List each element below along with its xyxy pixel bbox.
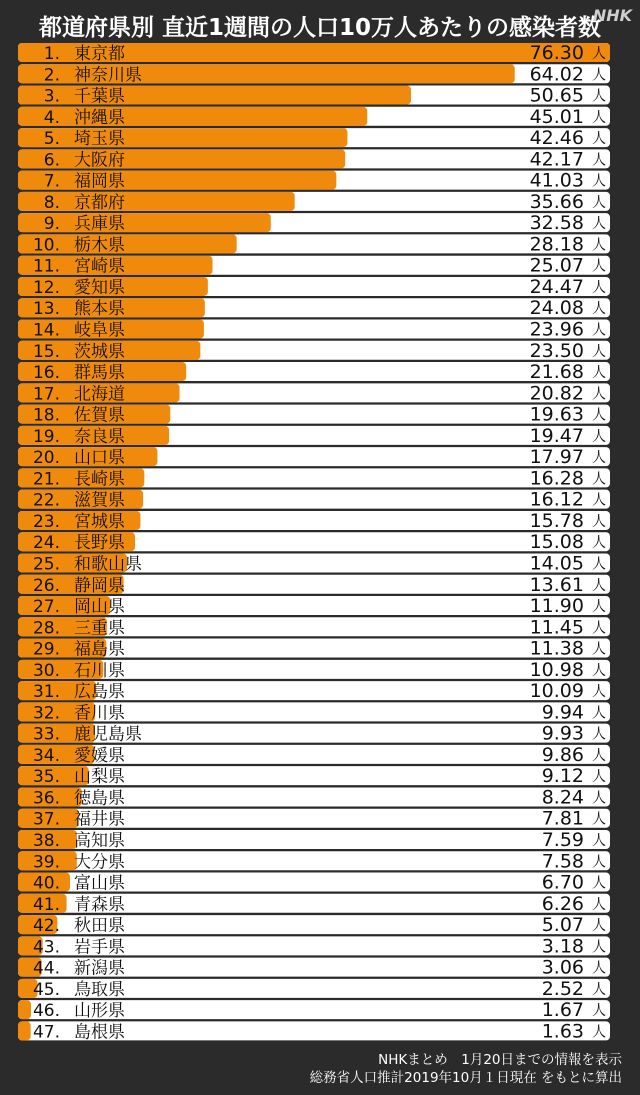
unit-label: 人 (592, 790, 606, 807)
chart-row (18, 723, 610, 745)
chart-row (18, 191, 610, 213)
value-label: 3.06 (541, 956, 584, 979)
unit-label: 人 (592, 769, 606, 786)
rank-label: 35. (32, 767, 60, 788)
rank-label: 37. (32, 809, 60, 830)
prefecture-label: 富山県 (74, 873, 125, 894)
prefecture-label: 埼玉県 (74, 129, 125, 150)
prefecture-label: 岡山県 (74, 597, 125, 618)
unit-label: 人 (592, 216, 606, 233)
unit-label: 人 (592, 684, 606, 701)
value-label: 1.67 (541, 999, 584, 1022)
rank-label: 3. (43, 86, 60, 107)
unit-label: 人 (592, 726, 606, 743)
value-label: 11.38 (529, 637, 584, 660)
value-label: 3.18 (541, 935, 584, 958)
unit-label: 人 (592, 194, 606, 211)
chart-row (18, 297, 610, 319)
chart-row (18, 382, 610, 404)
rank-label: 31. (32, 682, 60, 703)
value-label: 16.28 (529, 467, 584, 490)
unit-label: 人 (592, 620, 606, 637)
unit-label: 人 (592, 471, 606, 488)
prefecture-label: 福岡県 (74, 171, 125, 192)
data-bar (18, 1000, 31, 1019)
rank-label: 5. (43, 129, 60, 150)
value-label: 6.70 (541, 871, 584, 894)
rank-label: 44. (32, 958, 60, 979)
value-label: 10.98 (529, 658, 584, 681)
prefecture-label: 徳島県 (74, 788, 125, 809)
unit-label: 人 (592, 407, 606, 424)
prefecture-label: 石川県 (74, 660, 125, 681)
prefecture-label: 山口県 (74, 448, 125, 469)
chart-row (18, 212, 610, 234)
chart-row (18, 786, 610, 808)
value-label: 17.97 (529, 446, 584, 469)
rank-label: 4. (43, 107, 60, 128)
chart-row (18, 701, 610, 723)
value-label: 11.90 (529, 595, 584, 618)
nhk-logo: NHK (592, 6, 632, 25)
data-bar (18, 171, 336, 190)
chart-row (18, 127, 610, 149)
unit-label: 人 (592, 279, 606, 296)
chart-row (18, 574, 610, 596)
prefecture-label: 滋賀県 (74, 490, 125, 511)
rank-label: 43. (32, 937, 60, 958)
prefecture-label: 熊本県 (74, 299, 125, 320)
value-label: 11.45 (529, 616, 584, 639)
value-label: 24.08 (529, 297, 584, 320)
prefecture-label: 静岡県 (74, 575, 125, 596)
rank-label: 46. (32, 1001, 60, 1022)
rank-label: 36. (32, 788, 60, 809)
value-label: 28.18 (529, 233, 584, 256)
prefecture-label: 兵庫県 (74, 214, 125, 235)
chart-row (18, 42, 610, 64)
value-label: 1.63 (541, 1020, 584, 1043)
chart-row (18, 233, 610, 255)
chart-row (18, 255, 610, 277)
chart-row (18, 999, 610, 1021)
value-label: 7.59 (541, 828, 584, 851)
unit-label: 人 (592, 46, 606, 62)
prefecture-label: 佐賀県 (74, 405, 125, 426)
value-label: 16.12 (529, 488, 584, 511)
unit-label: 人 (592, 896, 606, 913)
value-label: 15.78 (529, 509, 584, 532)
unit-label: 人 (592, 152, 606, 169)
value-label: 7.58 (541, 850, 584, 873)
prefecture-label: 鹿児島県 (74, 724, 142, 745)
rank-label: 17. (32, 384, 60, 405)
unit-label: 人 (592, 88, 606, 105)
unit-label: 人 (592, 556, 606, 573)
unit-label: 人 (592, 875, 606, 892)
rank-label: 11. (32, 256, 60, 277)
rank-label: 7. (43, 171, 60, 192)
prefecture-label: 宮崎県 (74, 256, 125, 277)
unit-label: 人 (592, 705, 606, 722)
value-label: 41.03 (529, 169, 584, 192)
unit-label: 人 (592, 599, 606, 616)
rank-label: 12. (32, 277, 60, 298)
rank-label: 29. (32, 639, 60, 660)
chart-row (18, 319, 610, 341)
unit-label: 人 (592, 747, 606, 764)
value-label: 35.66 (529, 190, 584, 213)
value-label: 13.61 (529, 573, 584, 596)
rank-label: 24. (32, 533, 60, 554)
prefecture-label: 和歌山県 (74, 554, 142, 575)
chart-row (18, 85, 610, 107)
value-label: 50.65 (529, 84, 584, 107)
prefecture-label: 千葉県 (74, 86, 125, 107)
chart-row (18, 893, 610, 915)
unit-label: 人 (592, 386, 606, 403)
data-bar (18, 107, 367, 126)
value-label: 76.30 (529, 42, 584, 64)
unit-label: 人 (592, 428, 606, 445)
rank-label: 19. (32, 426, 60, 447)
value-label: 9.93 (541, 722, 584, 745)
chart-row (18, 957, 610, 979)
prefecture-label: 東京都 (74, 44, 125, 64)
rank-label: 42. (32, 916, 60, 937)
value-label: 64.02 (529, 63, 584, 86)
prefecture-label: 京都府 (74, 192, 125, 213)
chart-row (18, 808, 610, 830)
chart-row (18, 914, 610, 936)
unit-label: 人 (592, 535, 606, 552)
unit-label: 人 (592, 981, 606, 998)
rank-label: 23. (32, 511, 60, 532)
chart-title: 都道府県別 直近1週間の人口10万人あたりの感染者数 (38, 15, 602, 41)
unit-label: 人 (592, 811, 606, 828)
rank-label: 25. (32, 554, 60, 575)
prefecture-label: 栃木県 (74, 235, 125, 256)
chart-row (18, 978, 610, 1000)
value-label: 45.01 (529, 105, 584, 128)
chart-row (18, 850, 610, 872)
value-label: 42.46 (529, 127, 584, 150)
chart-row (18, 404, 610, 426)
value-label: 42.17 (529, 148, 584, 171)
value-label: 15.08 (529, 531, 584, 554)
prefecture-label: 茨城県 (74, 341, 125, 362)
chart-row (18, 595, 610, 617)
rank-label: 33. (32, 724, 60, 745)
unit-label: 人 (592, 513, 606, 530)
rank-label: 45. (32, 979, 60, 1000)
value-label: 9.12 (541, 765, 584, 788)
value-label: 9.86 (541, 743, 584, 766)
prefecture-label: 愛知県 (74, 277, 125, 298)
prefecture-label: 三重県 (74, 618, 125, 639)
prefecture-label: 群馬県 (74, 363, 125, 384)
footer-calculation-note: 総務省人口推計2019年10月１日現在 をもとに算出 (309, 1070, 622, 1086)
unit-label: 人 (592, 109, 606, 126)
chart-row (18, 148, 610, 170)
prefecture-label: 大分県 (74, 852, 125, 873)
data-bar (18, 149, 345, 171)
unit-label: 人 (592, 237, 606, 254)
prefecture-label: 広島県 (74, 682, 125, 703)
unit-label: 人 (592, 343, 606, 360)
chart-row (18, 425, 610, 447)
rank-label: 9. (43, 214, 60, 235)
rank-label: 20. (32, 448, 60, 469)
unit-label: 人 (592, 131, 606, 148)
rank-label: 39. (32, 852, 60, 873)
unit-label: 人 (592, 301, 606, 318)
rank-label: 28. (32, 618, 60, 639)
prefecture-label: 長崎県 (74, 469, 125, 490)
chart-row (18, 935, 610, 957)
prefecture-label: 新潟県 (74, 958, 125, 979)
value-label: 5.07 (541, 914, 584, 937)
chart-row (18, 340, 610, 362)
unit-label: 人 (592, 662, 606, 679)
chart-row (18, 659, 610, 681)
value-label: 23.50 (529, 339, 584, 362)
prefecture-label: 高知県 (74, 830, 125, 851)
chart-row (18, 872, 610, 894)
unit-label: 人 (592, 67, 606, 84)
prefecture-label: 山形県 (74, 1001, 125, 1022)
prefecture-label: 奈良県 (74, 426, 125, 447)
prefecture-label: 宮城県 (74, 511, 125, 532)
chart-row (18, 680, 610, 702)
rank-label: 27. (32, 597, 60, 618)
value-label: 32.58 (529, 212, 584, 235)
value-label: 24.47 (529, 275, 584, 298)
chart-row (18, 63, 610, 85)
chart-row (18, 531, 610, 553)
rank-label: 6. (43, 150, 60, 171)
value-label: 21.68 (529, 361, 584, 384)
rank-label: 21. (32, 469, 60, 490)
rank-label: 16. (32, 363, 60, 384)
rank-label: 47. (32, 1022, 60, 1043)
rank-label: 1. (43, 44, 60, 64)
chart-row (18, 106, 610, 128)
chart-row (18, 489, 610, 511)
prefecture-label: 愛媛県 (74, 745, 125, 766)
chart-row (18, 829, 610, 851)
unit-label: 人 (592, 322, 606, 339)
chart-row (18, 552, 610, 574)
footer-source-note: NHKまとめ 1月20日までの情報を表示 (378, 1052, 622, 1068)
prefecture-label: 岐阜県 (74, 320, 125, 341)
chart-row (18, 510, 610, 532)
prefecture-label: 神奈川県 (74, 65, 142, 86)
prefecture-label: 岩手県 (74, 937, 125, 958)
unit-label: 人 (592, 450, 606, 467)
value-label: 6.26 (541, 892, 584, 915)
prefecture-label: 秋田県 (74, 916, 125, 937)
prefecture-label: 長野県 (74, 533, 125, 554)
rank-label: 14. (32, 320, 60, 341)
chart-row (18, 361, 610, 383)
value-label: 19.63 (529, 403, 584, 426)
rank-label: 38. (32, 830, 60, 851)
unit-label: 人 (592, 832, 606, 849)
value-label: 8.24 (541, 786, 584, 809)
value-label: 10.09 (529, 680, 584, 703)
rank-label: 30. (32, 660, 60, 681)
chart-row (18, 467, 610, 489)
rank-label: 22. (32, 490, 60, 511)
value-label: 14.05 (529, 552, 584, 575)
chart-row (18, 446, 610, 468)
value-label: 2.52 (541, 977, 584, 1000)
unit-label: 人 (592, 960, 606, 977)
rank-label: 13. (32, 299, 60, 320)
unit-label: 人 (592, 641, 606, 658)
rank-label: 10. (32, 235, 60, 256)
chart-row (18, 744, 610, 766)
chart-row (18, 638, 610, 660)
chart-row (18, 170, 610, 192)
unit-label: 人 (592, 173, 606, 190)
value-label: 20.82 (529, 382, 584, 405)
chart-row (18, 616, 610, 638)
prefecture-label: 大阪府 (74, 150, 125, 171)
prefecture-label: 福島県 (74, 639, 125, 660)
prefecture-label: 青森県 (74, 894, 125, 915)
rank-label: 2. (43, 65, 60, 86)
unit-label: 人 (592, 939, 606, 956)
data-bar (18, 1021, 31, 1040)
unit-label: 人 (592, 1024, 606, 1041)
prefecture-label: 北海道 (74, 384, 125, 405)
rank-label: 34. (32, 745, 60, 766)
rank-label: 40. (32, 873, 60, 894)
prefecture-label: 福井県 (74, 809, 125, 830)
value-label: 9.94 (541, 701, 584, 724)
rank-label: 18. (32, 405, 60, 426)
prefecture-label: 鳥取県 (74, 979, 125, 1000)
value-label: 7.81 (541, 807, 584, 830)
value-label: 25.07 (529, 254, 584, 277)
unit-label: 人 (592, 577, 606, 594)
unit-label: 人 (592, 258, 606, 275)
prefecture-label: 香川県 (74, 703, 125, 724)
unit-label: 人 (592, 854, 606, 871)
prefecture-label: 沖縄県 (74, 107, 125, 128)
prefecture-label: 山梨県 (74, 767, 125, 788)
rank-label: 41. (32, 894, 60, 915)
value-label: 23.96 (529, 318, 584, 341)
unit-label: 人 (592, 1003, 606, 1020)
unit-label: 人 (592, 918, 606, 935)
chart-row (18, 276, 610, 298)
chart-row (18, 1020, 610, 1042)
unit-label: 人 (592, 492, 606, 509)
rank-label: 26. (32, 575, 60, 596)
rank-label: 32. (32, 703, 60, 724)
chart-row (18, 765, 610, 787)
rank-label: 15. (32, 341, 60, 362)
rank-label: 8. (43, 192, 60, 213)
prefecture-label: 島根県 (74, 1022, 125, 1043)
value-label: 19.47 (529, 424, 584, 447)
data-bar (18, 128, 347, 150)
unit-label: 人 (592, 365, 606, 382)
